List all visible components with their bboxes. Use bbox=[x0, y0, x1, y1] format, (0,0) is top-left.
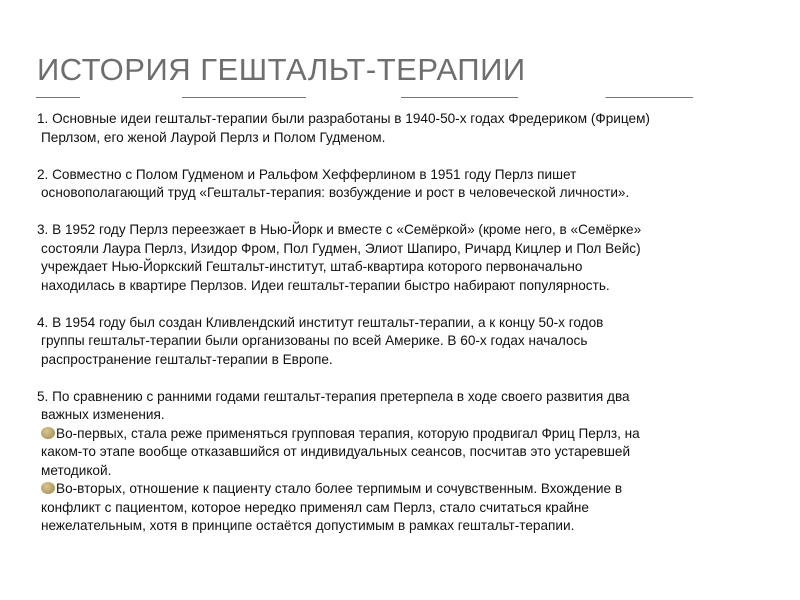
text-line: распространение гештальт-терапии в Европе. bbox=[41, 351, 333, 367]
text-line: Перлзом, его женой Лаурой Перлз и Полом Гудменом. bbox=[41, 129, 386, 145]
text-line: учреждает Нью-Йоркский Гештальт-институт, штаб-квартира которого первоначально bbox=[41, 259, 583, 274]
bullet-item bbox=[37, 425, 777, 444]
paragraph-3 bbox=[37, 221, 777, 295]
text-line: основополагающий труд «Гештальт-терапия: возбуждение и рост в человеческой личности». bbox=[41, 185, 630, 200]
text-line: Во-вторых, отношение к пациенту стало более терпимым и сочувственным. Вхождение в bbox=[56, 481, 623, 496]
text-line: нежелательным, хотя в принципе остаётся допустимым в рамках гештальт-терапии. bbox=[41, 518, 575, 533]
text-line: 5. По сравнению с ранними годами гештальт-терапия претерпела в ходе своего развития два bbox=[37, 388, 630, 404]
round-bullet-icon bbox=[41, 427, 55, 439]
text-line: 1. Основные идеи гештальт-терапии были разработаны в 1940-50-х годах Фредериком (Фрицем) bbox=[37, 111, 650, 126]
title-divider bbox=[36, 97, 766, 98]
text-line: 3. В 1952 году Перлз переезжает в Нью-Йорк и вместе с «Семёркой» (кроме него, в «Семёрке» bbox=[37, 222, 642, 237]
text-line: находилась в квартире Перлзов. Идеи гештальт-терапии быстро набирают популярность. bbox=[41, 277, 610, 293]
paragraph-5 bbox=[37, 388, 777, 536]
slide-title: ИСТОРИЯ ГЕШТАЛЬТ-ТЕРАПИИ bbox=[37, 52, 526, 87]
round-bullet-icon bbox=[41, 482, 55, 494]
text-line: группы гештальт-терапии были организованы по всей Америке. В 60-х годах началось bbox=[41, 333, 588, 348]
text-line: важных изменения. bbox=[41, 407, 165, 422]
text-line: Во-первых, стала реже применяться групповая терапия, которую продвигал Фриц Перлз, на bbox=[56, 425, 640, 441]
text-line: состояли Лаура Перлз, Изидор Фром, Пол Гудмен, Элиот Шапиро, Ричард Кицлер и Пол Вейс) bbox=[41, 240, 641, 256]
text-line: каком-то этапе вообще отказавшийся от индивидуальных сеансов, посчитав это устаревшей bbox=[41, 444, 631, 459]
text-line: 4. В 1954 году был создан Кливлендский институт гештальт-терапии, а к концу 50-х годов bbox=[37, 314, 604, 330]
text-line: конфликт с пациентом, которое нередко применял сам Перлз, стало считаться крайне bbox=[41, 499, 589, 515]
slide-body bbox=[37, 110, 777, 554]
paragraph-2 bbox=[37, 166, 777, 203]
paragraph-4 bbox=[37, 314, 777, 370]
bullet-item bbox=[37, 480, 777, 499]
text-line: 2. Совместно с Полом Гудменом и Ральфом Хефферлином в 1951 году Перлз пишет bbox=[37, 166, 577, 182]
text-line: методикой. bbox=[41, 462, 112, 478]
paragraph-1 bbox=[37, 110, 777, 147]
